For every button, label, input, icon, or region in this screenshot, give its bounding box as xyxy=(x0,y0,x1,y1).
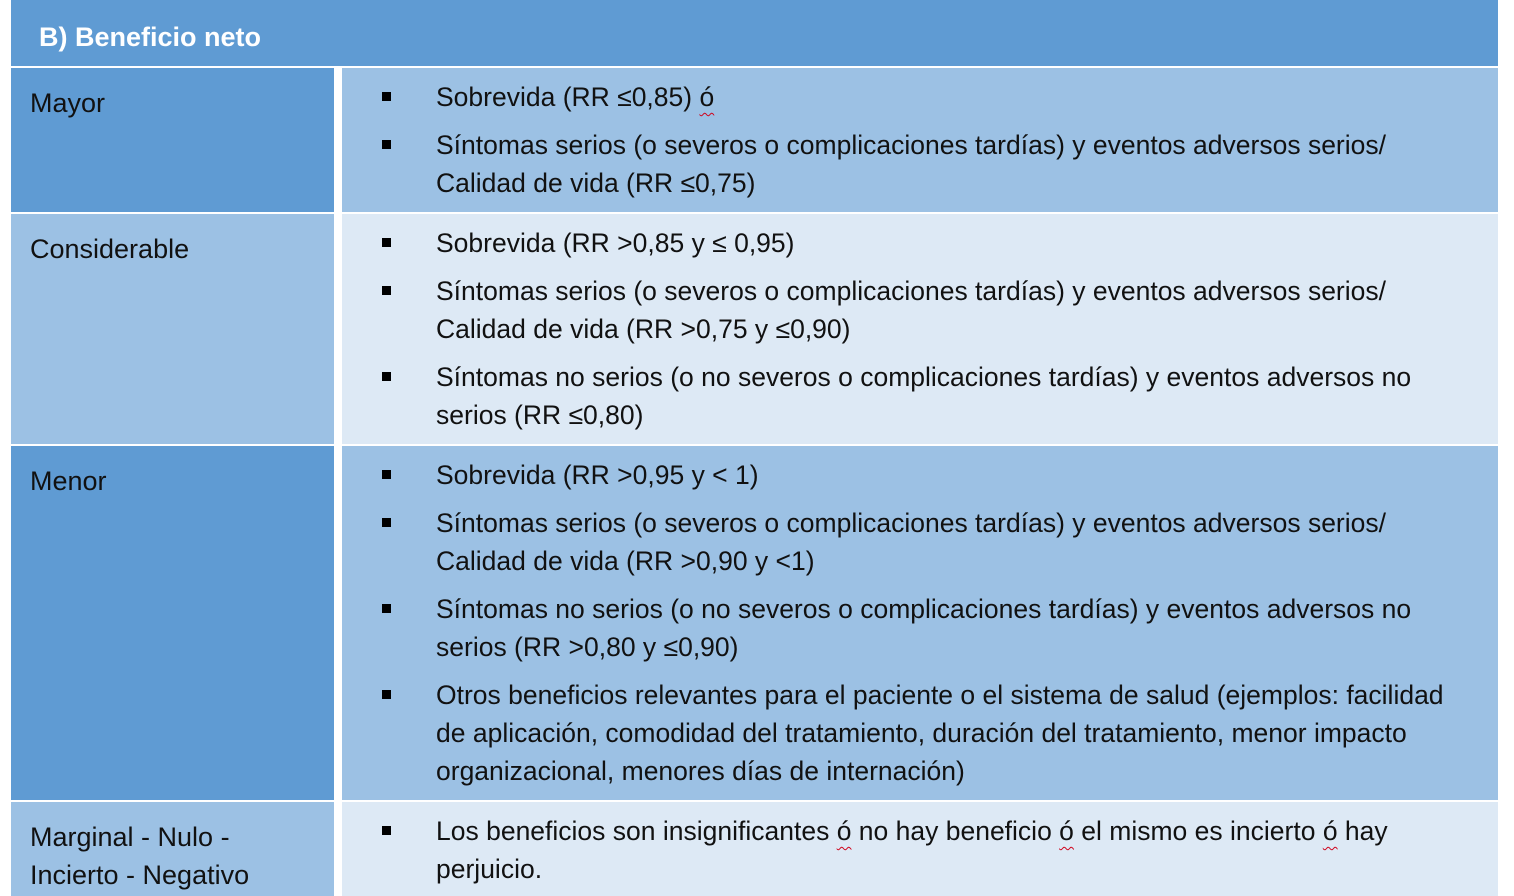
criteria-text xyxy=(436,276,1386,344)
table-header xyxy=(11,0,1498,68)
criteria-text xyxy=(436,508,1386,576)
benefit-table xyxy=(11,0,1498,896)
criteria-text xyxy=(436,594,1411,662)
text-run: Sobrevida (RR >0,85 y ≤ 0,95) xyxy=(436,228,795,258)
table-title: B) Beneficio neto xyxy=(39,21,262,52)
text-run: Sobrevida (RR >0,95 y < 1) xyxy=(436,460,759,490)
square-bullet-icon xyxy=(382,826,391,835)
square-bullet-icon xyxy=(382,286,391,295)
row-label: Mayor xyxy=(11,68,334,212)
spellcheck-word: ó xyxy=(699,82,715,112)
criteria-item xyxy=(382,676,1478,790)
row-label: Menor xyxy=(11,446,334,800)
row-label: Marginal - Nulo - Incierto - Negativo xyxy=(11,802,334,896)
criteria-list xyxy=(382,812,1478,888)
table-row-mayor xyxy=(11,68,1498,212)
criteria-text xyxy=(436,228,795,258)
table-row-menor xyxy=(11,444,1498,800)
criteria-text xyxy=(436,680,1444,786)
criteria-item xyxy=(382,358,1478,434)
text-run: Síntomas no serios (o no severos o complicaciones tardías) y eventos adversos no serios (RR ≤0,80) xyxy=(436,362,1412,430)
row-criteria xyxy=(342,802,1498,896)
square-bullet-icon xyxy=(382,92,391,101)
criteria-list xyxy=(382,224,1478,434)
spellcheck-word: ó xyxy=(1322,816,1338,846)
column-divider xyxy=(334,446,342,800)
text-run: hay perjuicio. xyxy=(436,816,1388,884)
criteria-text xyxy=(436,82,714,112)
text-run: Síntomas no serios (o no severos o complicaciones tardías) y eventos adversos no serios (RR >0,80 y ≤0,90) xyxy=(436,594,1412,662)
criteria-item xyxy=(382,590,1478,666)
square-bullet-icon xyxy=(382,238,391,247)
criteria-item xyxy=(382,812,1478,888)
text-run: Sobrevida (RR ≤0,85) xyxy=(436,82,700,112)
text-run: Los beneficios son insignificantes xyxy=(436,816,837,846)
column-divider xyxy=(334,802,342,896)
criteria-text xyxy=(436,362,1411,430)
square-bullet-icon xyxy=(382,372,391,381)
criteria-text xyxy=(436,130,1386,198)
spellcheck-word: ó xyxy=(1059,816,1074,846)
text-run: Otros beneficios relevantes para el paciente o el sistema de salud (ejemplos: facilidad de aplicación, comodidad del tratamiento, duración del tratamiento, menor impacto organizacional, menores días de internación) xyxy=(436,680,1444,786)
table-row-considerable xyxy=(11,212,1498,444)
criteria-item xyxy=(382,456,1478,494)
text-run: Síntomas serios (o severos o complicaciones tardías) y eventos adversos serios/ Calidad de vida (RR ≤0,75) xyxy=(436,130,1386,198)
table-row-marginal xyxy=(11,800,1498,896)
criteria-text xyxy=(436,460,759,490)
criteria-list xyxy=(382,456,1478,790)
criteria-item xyxy=(382,224,1478,262)
square-bullet-icon xyxy=(382,690,391,699)
square-bullet-icon xyxy=(382,140,391,149)
square-bullet-icon xyxy=(382,604,391,613)
criteria-item xyxy=(382,78,1478,116)
criteria-list xyxy=(382,78,1478,202)
row-criteria xyxy=(342,214,1498,444)
square-bullet-icon xyxy=(382,518,391,527)
column-divider xyxy=(334,68,342,212)
criteria-text xyxy=(436,816,1388,884)
row-criteria xyxy=(342,446,1498,800)
spellcheck-word: ó xyxy=(836,816,852,846)
text-run: Síntomas serios (o severos o complicaciones tardías) y eventos adversos serios/ Calidad de vida (RR >0,90 y <1) xyxy=(436,508,1386,576)
column-divider xyxy=(334,214,342,444)
text-run: no hay beneficio xyxy=(851,816,1060,846)
criteria-item xyxy=(382,272,1478,348)
square-bullet-icon xyxy=(382,470,391,479)
criteria-item xyxy=(382,126,1478,202)
row-criteria xyxy=(342,68,1498,212)
text-run: el mismo es incierto xyxy=(1073,816,1323,846)
criteria-item xyxy=(382,504,1478,580)
row-label: Considerable xyxy=(11,214,334,444)
text-run: Síntomas serios (o severos o complicaciones tardías) y eventos adversos serios/ Calidad de vida (RR >0,75 y ≤0,90) xyxy=(436,276,1386,344)
